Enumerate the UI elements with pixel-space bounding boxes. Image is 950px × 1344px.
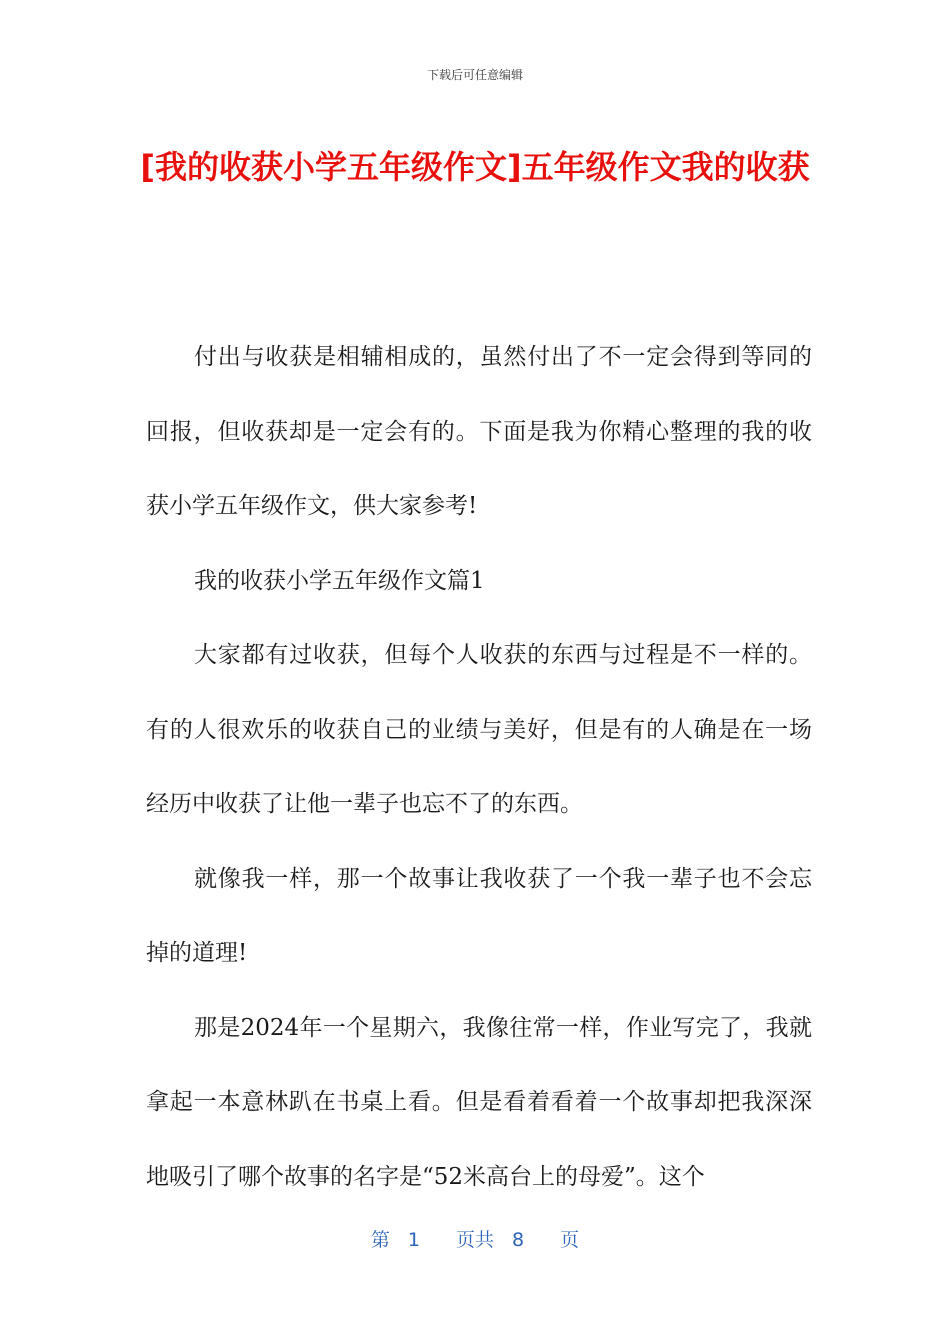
header-note: 下载后可任意编辑: [426, 68, 523, 82]
section-heading: 我的收获小学五年级作文篇1: [194, 567, 485, 594]
page-mid: 页共: [455, 1229, 494, 1251]
total-pages-number: 8: [512, 1229, 525, 1251]
document-body: [146, 320, 812, 1214]
page-suffix: 页: [560, 1229, 580, 1251]
document-title: [我的收获小学五年级作文]五年级作文我的收获: [140, 148, 810, 186]
page-prefix: 第: [370, 1229, 390, 1251]
paragraph: 付出与收获是相辅相成的，虽然付出了不一定会得到等同的回报，但收获却是一定会有的。下面是我为你精心整理的我的收获小学五年级作文，供大家参考!: [146, 344, 812, 519]
paragraph: 就像我一样，那一个故事让我收获了一个我一辈子也不会忘掉的道理!: [146, 865, 812, 966]
current-page-number: 1: [407, 1229, 420, 1251]
paragraph: 那是2024年一个星期六，我像往常一样，作业写完了，我就拿起一本意林趴在书桌上看。但是看着看着一个故事却把我深深地吸引了哪个故事的名字是“52米高台上的母爱”。这个: [146, 1014, 812, 1190]
page-footer: [0, 1225, 950, 1252]
paragraph: 大家都有过收获，但每个人收获的东西与过程是不一样的。有的人很欢乐的收获自己的业绩与美好，但是有的人确是在一场经历中收获了让他一辈子也忘不了的东西。: [146, 642, 812, 817]
